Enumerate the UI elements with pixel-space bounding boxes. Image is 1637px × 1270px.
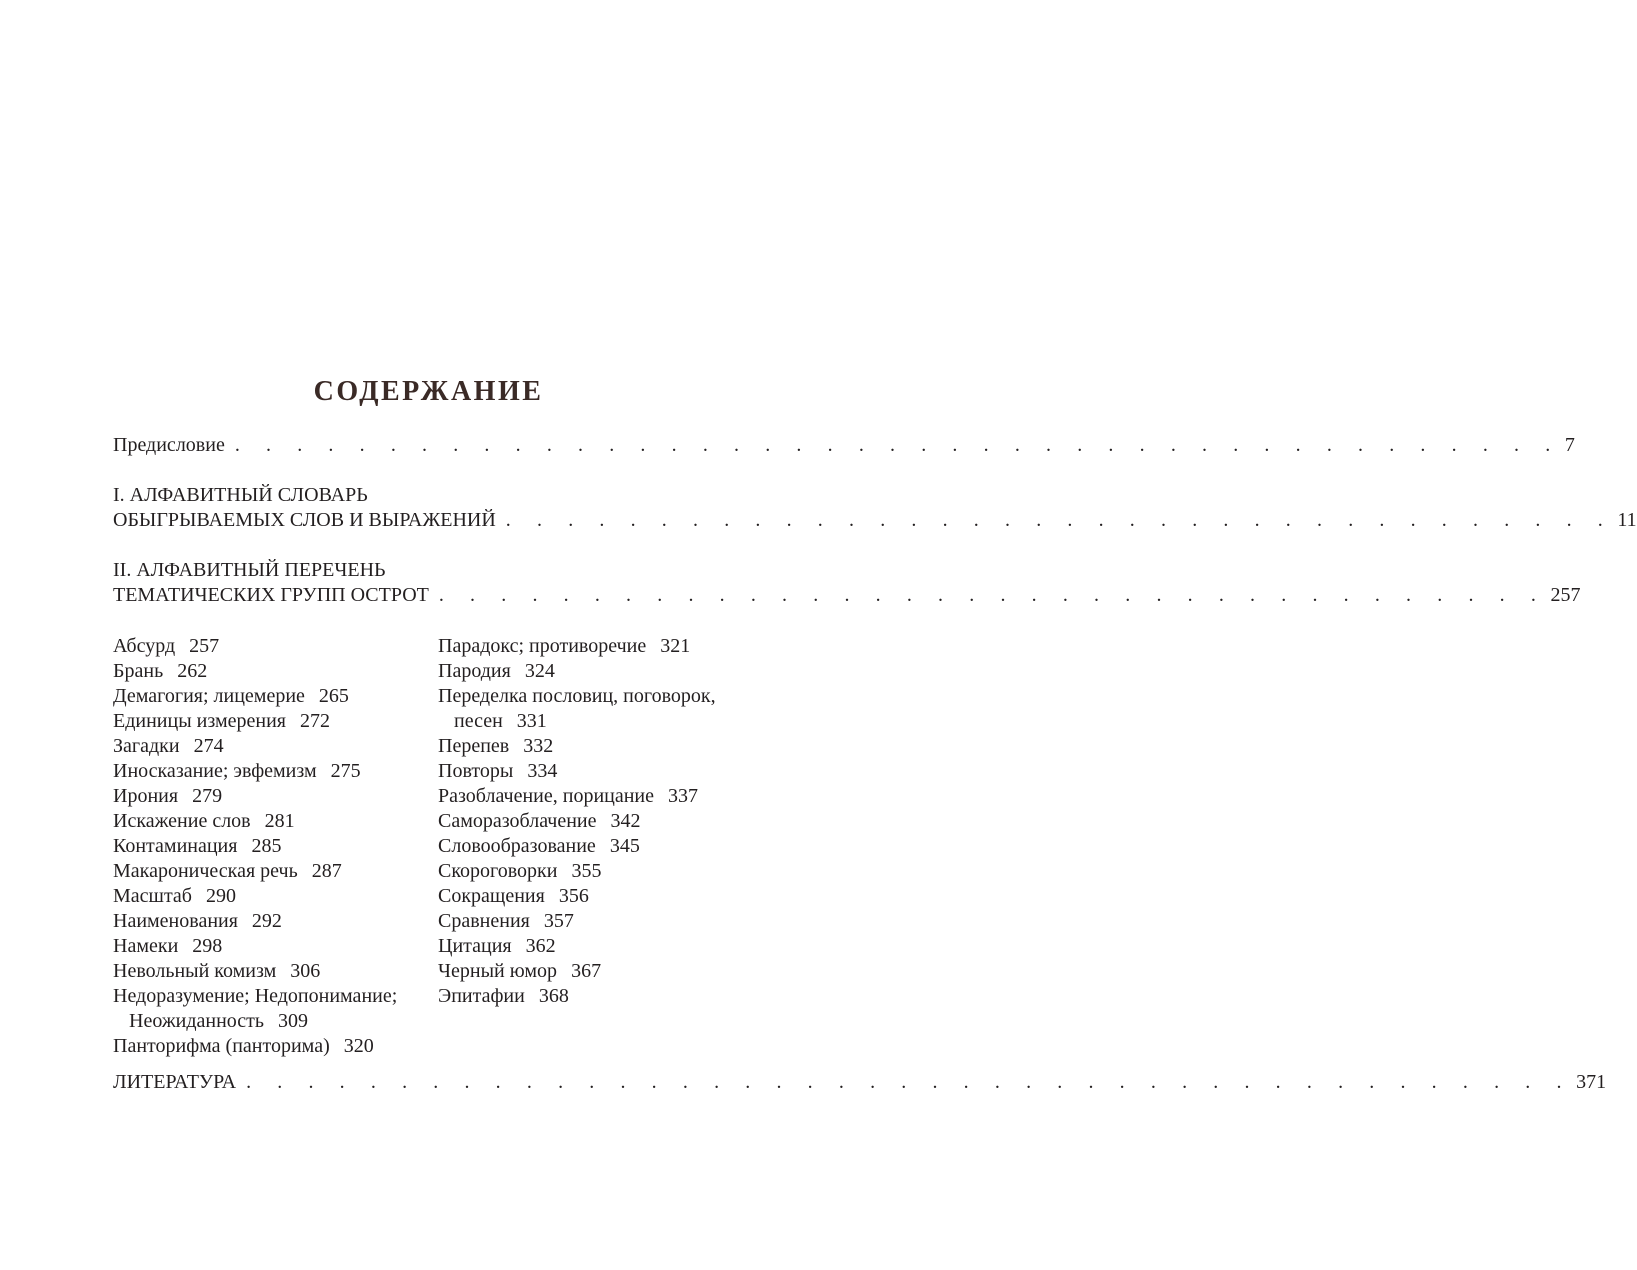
topic-label: Единицы измерения xyxy=(113,710,286,732)
entry-label-line-2: ОБЫГРЫВАЕМЫХ СЛОВ И ВЫРАЖЕНИЙ xyxy=(113,509,496,531)
topic-label: Цитация xyxy=(438,935,512,957)
topic-label: Демагогия; лицемерие xyxy=(113,685,305,707)
entry-page-number: 371 xyxy=(1576,1071,1607,1093)
entry-label-line-1: I. АЛФАВИТНЫЙ СЛОВАРЬ xyxy=(113,484,368,506)
topic-label: Загадки xyxy=(113,735,180,757)
topic-item[interactable] xyxy=(438,984,748,1009)
topic-label: Эпитафии xyxy=(438,985,525,1007)
topic-page: 262 xyxy=(177,660,208,682)
topic-item[interactable] xyxy=(438,959,748,984)
topic-page: 306 xyxy=(290,960,321,982)
toc-entry-section-2[interactable] xyxy=(113,558,1581,608)
topic-item[interactable] xyxy=(113,709,433,734)
topic-label-continuation: песен xyxy=(454,710,503,732)
topic-label: Разоблачение, порицание xyxy=(438,785,655,807)
topic-item[interactable] xyxy=(438,909,748,934)
topic-label: Макароническая речь xyxy=(113,860,298,882)
topic-page: 342 xyxy=(610,810,641,832)
topic-page: 332 xyxy=(523,735,554,757)
topic-item[interactable] xyxy=(438,809,748,834)
topic-page: 279 xyxy=(192,785,223,807)
topic-label: Пародия xyxy=(438,660,511,682)
topic-page: 275 xyxy=(330,760,361,782)
topic-item[interactable] xyxy=(113,1034,433,1059)
topic-label: Иносказание; эвфемизм xyxy=(113,760,317,782)
topic-page: 285 xyxy=(251,835,282,857)
topic-page: 367 xyxy=(571,960,602,982)
topic-label: Скороговорки xyxy=(438,860,558,882)
entry-page-number: 11 xyxy=(1617,509,1637,531)
topic-item[interactable] xyxy=(113,984,433,1034)
topic-label: Сокращения xyxy=(438,885,545,907)
topic-page: 368 xyxy=(538,985,569,1007)
topic-item[interactable] xyxy=(113,684,433,709)
topic-item[interactable] xyxy=(438,934,748,959)
topic-item[interactable] xyxy=(113,959,433,984)
toc-entry-section-1[interactable] xyxy=(113,483,1637,533)
page-title: СОДЕРЖАНИЕ xyxy=(313,376,544,407)
topic-page: 334 xyxy=(527,760,558,782)
entry-label-line-2: ТЕМАТИЧЕСКИХ ГРУПП ОСТРОТ xyxy=(113,584,429,606)
toc-entry-literature[interactable] xyxy=(113,1070,1607,1095)
topic-item[interactable] xyxy=(113,834,433,859)
topic-item[interactable] xyxy=(438,834,748,859)
topic-label: Черный юмор xyxy=(438,960,558,982)
topic-item[interactable] xyxy=(113,659,433,684)
topic-page: 356 xyxy=(558,885,589,907)
topic-item[interactable] xyxy=(438,784,748,809)
topic-page: 274 xyxy=(193,735,224,757)
dot-leader: . . . . . . . . . . . . . . . . . . . . . . . . . . . . . . . . . . . . . . . . . . . xyxy=(246,1071,1573,1093)
topic-page: 298 xyxy=(192,935,223,957)
topic-label: Переделка пословиц, поговорок, xyxy=(438,685,716,707)
topic-page: 309 xyxy=(278,1010,309,1032)
topic-page: 345 xyxy=(609,835,640,857)
topic-label-continuation: Неожиданность xyxy=(129,1010,265,1032)
topic-page: 324 xyxy=(524,660,555,682)
topic-item[interactable] xyxy=(113,759,433,784)
topic-page: 321 xyxy=(660,635,691,657)
topic-label: Контаминация xyxy=(113,835,238,857)
toc-entry-preface[interactable] xyxy=(113,433,1575,458)
topic-label: Сравнения xyxy=(438,910,530,932)
topic-item[interactable] xyxy=(438,759,748,784)
topic-item[interactable] xyxy=(113,634,433,659)
topic-label: Брань xyxy=(113,660,164,682)
topic-page: 357 xyxy=(543,910,574,932)
topic-page: 287 xyxy=(311,860,342,882)
topic-page: 355 xyxy=(571,860,602,882)
topic-label: Словообразование xyxy=(438,835,596,857)
topic-item[interactable] xyxy=(438,684,748,734)
topic-label: Саморазоблачение xyxy=(438,810,597,832)
entry-label: ЛИТЕРАТУРА xyxy=(113,1071,237,1093)
topic-label: Перепев xyxy=(438,735,510,757)
dot-leader: . . . . . . . . . . . . . . . . . . . . . . . . . . . . . . . . . . . . xyxy=(505,509,1614,531)
topic-page: 272 xyxy=(299,710,330,732)
topic-label: Намеки xyxy=(113,935,179,957)
topic-item[interactable] xyxy=(438,659,748,684)
topics-left-column xyxy=(113,634,433,1059)
topic-label: Невольный комизм xyxy=(113,960,277,982)
topic-item[interactable] xyxy=(438,884,748,909)
topic-item[interactable] xyxy=(113,734,433,759)
topic-label: Повторы xyxy=(438,760,514,782)
topic-page: 281 xyxy=(264,810,295,832)
topic-label: Масштаб xyxy=(113,885,192,907)
topic-label: Недоразумение; Недопонимание; xyxy=(113,985,398,1007)
topic-page: 362 xyxy=(525,935,556,957)
topic-label: Ирония xyxy=(113,785,179,807)
topic-label: Искажение слов xyxy=(113,810,251,832)
dot-leader: . . . . . . . . . . . . . . . . . . . . . . . . . . . . . . . . . . . . . . . . . . . xyxy=(234,434,1561,456)
topic-page: 257 xyxy=(189,635,220,657)
topic-item[interactable] xyxy=(113,859,433,884)
topic-item[interactable] xyxy=(113,809,433,834)
entry-page-number: 257 xyxy=(1550,584,1581,606)
topic-label: Абсурд xyxy=(113,635,176,657)
topic-item[interactable] xyxy=(438,734,748,759)
topic-label: Панторифма (панторима) xyxy=(113,1035,330,1057)
topic-page: 265 xyxy=(318,685,349,707)
topic-item[interactable] xyxy=(438,634,748,659)
topic-item[interactable] xyxy=(438,859,748,884)
topic-page: 337 xyxy=(668,785,699,807)
topics-right-column xyxy=(438,634,748,1009)
topic-page: 320 xyxy=(343,1035,374,1057)
topic-page: 290 xyxy=(205,885,236,907)
topic-item[interactable] xyxy=(113,909,433,934)
topic-label: Наименования xyxy=(113,910,238,932)
dot-leader: . . . . . . . . . . . . . . . . . . . . . . . . . . . . . . . . . . . . xyxy=(438,584,1547,606)
topic-page: 331 xyxy=(516,710,547,732)
entry-page-number: 7 xyxy=(1564,434,1575,456)
topic-label: Парадокс; противоречие xyxy=(438,635,647,657)
topic-page: 292 xyxy=(251,910,282,932)
entry-label: Предисловие xyxy=(113,434,225,456)
topic-item[interactable] xyxy=(113,934,433,959)
topic-item[interactable] xyxy=(113,784,433,809)
entry-label-line-1: II. АЛФАВИТНЫЙ ПЕРЕЧЕНЬ xyxy=(113,559,386,581)
topic-item[interactable] xyxy=(113,884,433,909)
